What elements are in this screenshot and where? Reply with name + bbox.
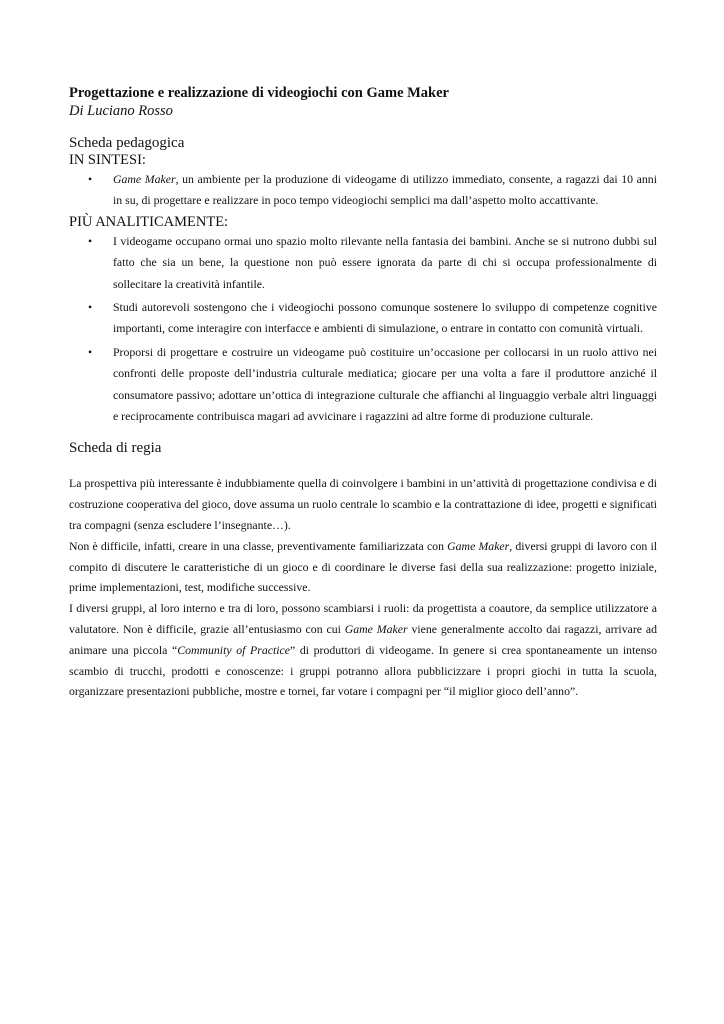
bullet-icon: • <box>88 300 93 315</box>
list-item <box>69 342 657 428</box>
section-heading-pedagogica: Scheda pedagogica <box>69 135 185 151</box>
paragraph-text: ” di produttori di videogame. In genere si crea spontaneamente un intenso scambio di trucchi, prodotti e conoscenze: i gruppi potranno allora pubblicizzare i propri giochi in tutta la scuola, organizzare presentazioni pubbliche, mostre e tornei, far votare i compagni per “il miglior gioco dell’anno”. <box>69 642 657 699</box>
bullet-icon: • <box>88 233 93 248</box>
list-item-text: I videogame occupano ormai uno spazio molto rilevante nella fantasia dei bambini. Anche se si nutrono dubbi sul fatto che sia un bene, la questione non può essere ignorata da parte di chi si occupa professionalmente di sollecitare la creatività infantile. <box>113 233 657 291</box>
section-heading-regia: Scheda di regia <box>69 440 162 457</box>
subheading-sintesi: IN SINTESI: <box>69 152 146 168</box>
paragraph-text: I diversi gruppi, al loro interno e tra di loro, possono scambiarsi i ruoli: da progettista a coautore, da semplice utilizzatore a valutatore. Non è difficile, grazie all’entusiasmo con cui <box>69 601 657 637</box>
paragraph-text: viene generalmente accolto dai ragazzi, arrivare ad animare una piccola “ <box>69 622 658 657</box>
paragraph-text: Non è difficile, infatti, creare in una classe, preventivamente familiarizzata con <box>69 538 448 553</box>
emphasis-text: Game Maker <box>344 622 408 637</box>
list-item <box>69 297 657 340</box>
list-item-text: Proporsi di progettare e costruire un videogame può costituire un’occasione per collocarsi in un ruolo attivo nei confronti delle proposte dell’industria culturale mediatica; giocare per una volta a fare il produttore anziché il consumatore passivo; adottare un’ottica di integrazione culturale che affianchi al linguaggio verbale altri linguaggi e reciprocamente contribuisca magari ad avvicinare i ragazzini ad altre forme di produzione culturale. <box>113 344 657 424</box>
paragraph-text: , diversi gruppi di lavoro con il compito di discutere le caratteristiche di un gioco e di coordinare le diverse fasi della sua realizzazione: progetto iniziale, prime implementazioni, test, modifiche successive. <box>69 538 657 595</box>
document-author: Di Luciano Rosso <box>69 103 173 119</box>
analitica-list <box>69 231 657 428</box>
list-item <box>69 169 657 212</box>
bullet-icon: • <box>88 344 93 359</box>
paragraph-3 <box>69 598 657 702</box>
list-item-text: Studi autorevoli sostengono che i videogiochi possono comunque sostenere lo sviluppo di competenze cognitive importanti, come interagire con interfacce e ambienti di simulazione, o entrare in contatto con comunità virtuali. <box>113 300 657 336</box>
list-item-text: , un ambiente per la produzione di videogame di utilizzo immediato, consente, a ragazzi dai 10 anni in su, di progettare e realizzare in poco tempo videogiochi semplici ma dall’aspetto molto accattivante. <box>113 172 657 208</box>
paragraph-2 <box>69 536 657 598</box>
list-item <box>69 231 657 295</box>
subheading-analitica: PIÙ ANALITICAMENTE: <box>69 213 229 230</box>
sintesi-list <box>69 169 657 212</box>
emphasis-text: Game Maker <box>113 172 176 186</box>
bullet-icon: • <box>88 172 93 186</box>
paragraph-1: La prospettiva più interessante è indubbiamente quella di coinvolgere i bambini in un’attività di progettazione condivisa e di costruzione cooperativa del gioco, dove assuma un ruolo centrale lo scambio e la contrattazione di idee, progetti e significati tra compagni (senza escludere l’insegnante…). <box>69 476 657 533</box>
emphasis-text: Community of Practice <box>177 642 290 657</box>
document-title: Progettazione e realizzazione di videogiochi con Game Maker <box>69 85 449 101</box>
document-body <box>69 84 657 702</box>
emphasis-text: Game Maker <box>447 538 510 553</box>
